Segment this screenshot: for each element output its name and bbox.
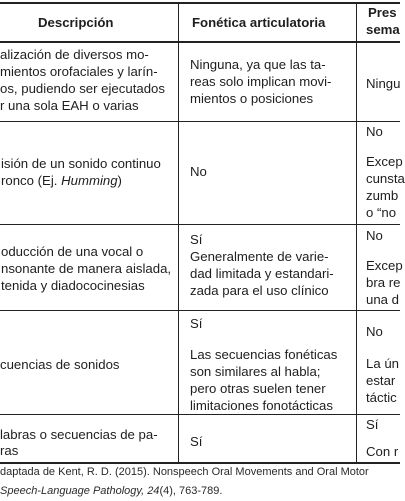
row1-fonetica: Ninguna, ya que las ta- (190, 57, 326, 72)
header-presencia: Pres (368, 5, 397, 20)
row5-fonetica: Sí (190, 434, 203, 449)
row2-presencia: cunsta (366, 171, 405, 186)
row3-presencia: bra re (366, 275, 401, 290)
source-note-pages: (4), 763-789. (159, 485, 223, 497)
row1-fonetica: reas solo implican movi- (190, 74, 332, 89)
row4-fonetica: son similares al habla; (190, 364, 321, 379)
source-note-line1: daptada de Kent, R. D. (2015). Nonspeech Oral Movements and Oral Motor (0, 466, 369, 478)
row3-fonetica: zada para el uso clínico (190, 283, 329, 298)
row3-presencia: Excep (366, 258, 403, 273)
row4-fonetica-top: Sí (190, 316, 203, 331)
row5-presencia-top: Sí (366, 417, 379, 432)
row3-presencia-top: No (366, 228, 383, 243)
row1-presencia: Ningu (366, 76, 401, 91)
row3-descripcion: tenida y diadococinesias (1, 278, 145, 293)
row3-fonetica: dad limitada y estandari- (190, 266, 334, 281)
row2-presencia: Excep (366, 154, 403, 169)
row3-fonetica-top: Sí (190, 232, 203, 247)
row2-descripcion-em: Humming (61, 173, 118, 188)
row-rule (0, 121, 400, 122)
row4-fonetica: limitaciones fonotácticas (190, 398, 333, 413)
source-note-journal: Speech-Language Pathology, 24 (0, 485, 160, 497)
row5-descripcion: ras (0, 443, 19, 458)
header-descripcion: Descripción (38, 15, 114, 30)
row1-descripcion: mientos orofaciales y larín- (0, 64, 158, 79)
header-rule (0, 41, 400, 43)
row1-descripcion: r una sola EAH o varias (0, 98, 139, 113)
row2-descripcion-text: ronco (Ej. (1, 173, 62, 188)
row4-presencia-top: No (366, 324, 383, 339)
column-rule (178, 2, 179, 463)
row2-presencia-top: No (366, 124, 383, 139)
row4-descripcion: cuencias de sonidos (0, 357, 120, 372)
header-presencia-2: sema (366, 22, 400, 37)
row4-fonetica: pero otras suelen tener (190, 381, 326, 396)
row2-fonetica: No (190, 164, 207, 179)
row2-descripcion (1, 172, 122, 189)
row4-presencia: La ún (366, 356, 400, 371)
row1-fonetica: mientos o posiciones (190, 91, 314, 106)
row2-presencia: zumb (366, 188, 399, 203)
row-rule (0, 224, 400, 225)
row2-descripcion: isión de un sonido continuo (1, 156, 161, 171)
row3-fonetica: Generalmente de varie- (190, 249, 329, 264)
row-rule (0, 310, 400, 311)
row3-presencia: una d (366, 292, 400, 307)
row1-descripcion: alización de diversos mo- (0, 47, 149, 62)
table-top-rule (0, 2, 400, 4)
row2-presencia: o “no (366, 205, 397, 220)
row5-presencia: Con r (366, 444, 399, 459)
row2-descripcion-end: ) (117, 173, 122, 188)
row-rule (0, 414, 400, 415)
row3-descripcion: nsonante de manera aislada, (1, 261, 172, 276)
source-note-line2 (0, 482, 222, 501)
column-rule (356, 2, 357, 463)
row4-presencia: táctic (366, 390, 397, 405)
row3-descripcion: oducción de una vocal o (1, 244, 144, 259)
row1-descripcion: os, pudiendo ser ejecutados (0, 81, 165, 96)
row5-descripcion: labras o secuencias de pa- (0, 427, 158, 442)
row4-fonetica: Las secuencias fonéticas (190, 347, 338, 362)
header-fonetica: Fonética articulatoria (192, 15, 326, 30)
row4-presencia: estar (366, 373, 396, 388)
